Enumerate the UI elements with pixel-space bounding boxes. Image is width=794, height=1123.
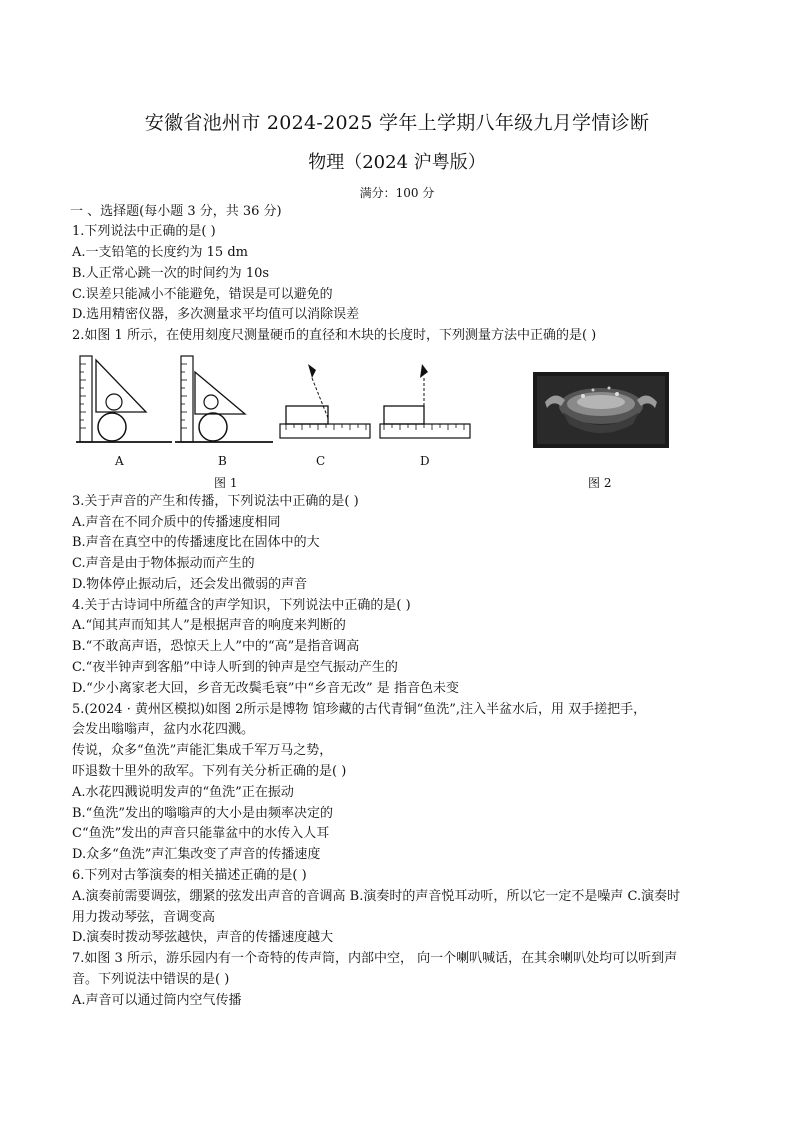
q5-stem-line4: 吓退数十里外的敌军。下列有关分析正确的是( ): [72, 764, 347, 779]
figure-label-a: A: [115, 454, 124, 468]
q3-stem: 3.关于声音的产生和传播，下列说法中正确的是( ): [72, 494, 359, 509]
q3-option-c: C.声音是由于物体振动而产生的: [72, 556, 255, 571]
q1-option-b: B.人正常心跳一次的时间约为 10s: [72, 266, 270, 281]
full-score: 满分：100 分: [359, 186, 435, 200]
q4-option-d: D.“少小离家老大回，乡音无改鬓毛衰”中“乡音无改” 是 指音色未变: [72, 681, 459, 696]
q2-stem: 2.如图 1 所示，在使用刻度尺测量硬币的直径和木块的长度时，下列测量方法中正确的是( ): [72, 328, 597, 343]
q7-option-a: A.声音可以通过筒内空气传播: [72, 993, 242, 1008]
q1-option-d: D.选用精密仪器，多次测量求平均值可以消除误差: [72, 307, 360, 322]
exam-title: 安徽省池州市 2024-2025 学年上学期八年级九月学情诊断: [144, 112, 650, 134]
figure-ruler-d: [378, 360, 474, 442]
figure-ruler-a: [76, 352, 174, 448]
q6-options-line: A.演奏前需要调弦，绷紧的弦发出声音的音调高 B.演奏时的声音悦耳动听，所以它一定不是噪声 C.演奏时: [72, 889, 681, 904]
figure-label-b: B: [218, 454, 227, 468]
q4-option-a: A.“闻其声而知其人”是根据声音的响度来判断的: [72, 618, 346, 633]
q3-option-d: D.物体停止振动后，还会发出微弱的声音: [72, 577, 308, 592]
q4-option-c: C.“夜半钟声到客船”中诗人听到的钟声是空气振动产生的: [72, 660, 398, 675]
figure-label-c: C: [316, 454, 326, 468]
q6-options-line2: 用力拨动琴弦，音调变高: [72, 910, 216, 925]
q4-option-b: B.“不敢高声语，恐惊天上人”中的“高”是指音调高: [72, 639, 360, 654]
q4-stem: 4.关于古诗词中所蕴含的声学知识，下列说法中正确的是( ): [72, 598, 411, 613]
figure-ruler-c: [278, 360, 374, 442]
figure-ruler-b: [175, 352, 275, 448]
q7-stem-line2: 音。下列说法中错误的是( ): [72, 972, 230, 987]
section-heading: 一 、选择题(每小题 3 分，共 36 分): [70, 204, 282, 219]
q3-option-a: A.声音在不同介质中的传播速度相同: [72, 515, 281, 530]
q5-option-d: D.众多“鱼洗”声汇集改变了声音的传播速度: [72, 847, 321, 862]
q5-option-c: C“鱼洗”发出的声音只能靠盆中的水传入人耳: [72, 826, 330, 841]
q5-option-a: A.水花四溅说明发声的“鱼洗”正在振动: [72, 785, 294, 800]
q7-stem-line1: 7.如图 3 所示，游乐园内有一个奇特的传声筒，内部中空， 向一个喇叭喊话，在其余喇叭处均可以听到声: [72, 951, 678, 966]
q3-option-b: B.声音在真空中的传播速度比在固体中的大: [72, 535, 320, 550]
q1-stem: 1.下列说法中正确的是( ): [72, 224, 216, 239]
figure-1-caption: 图 1: [214, 476, 238, 490]
q5-stem-line1: 5.(2024 · 黄州区模拟)如图 2所示是博物 馆珍藏的古代青铜“鱼洗”,注入半盆水后，用 双手搓把手，: [72, 702, 647, 717]
figure-2-caption: 图 2: [588, 476, 612, 490]
q6-option-d: D.演奏时拨动琴弦越快，声音的传播速度越大: [72, 930, 334, 945]
q1-option-a: A.一支铅笔的长度约为 15 dm: [72, 245, 248, 260]
figure-2-bronze-basin-photo: [533, 372, 669, 448]
figure-label-d: D: [420, 454, 430, 468]
q5-stem-line2: 会发出嗡嗡声，盆内水花四溅。: [72, 722, 255, 737]
q5-stem-line3: 传说，众多“鱼洗”声能汇集成千军万马之势，: [72, 743, 333, 758]
subject-title: 物理（2024 沪粤版）: [308, 152, 486, 173]
q1-option-c: C.误差只能减小不能避免，错误是可以避免的: [72, 287, 333, 302]
q5-option-b: B.“鱼洗”发出的嗡嗡声的大小是由频率决定的: [72, 806, 333, 821]
q6-stem: 6.下列对古筝演奏的相关描述正确的是( ): [72, 868, 307, 883]
